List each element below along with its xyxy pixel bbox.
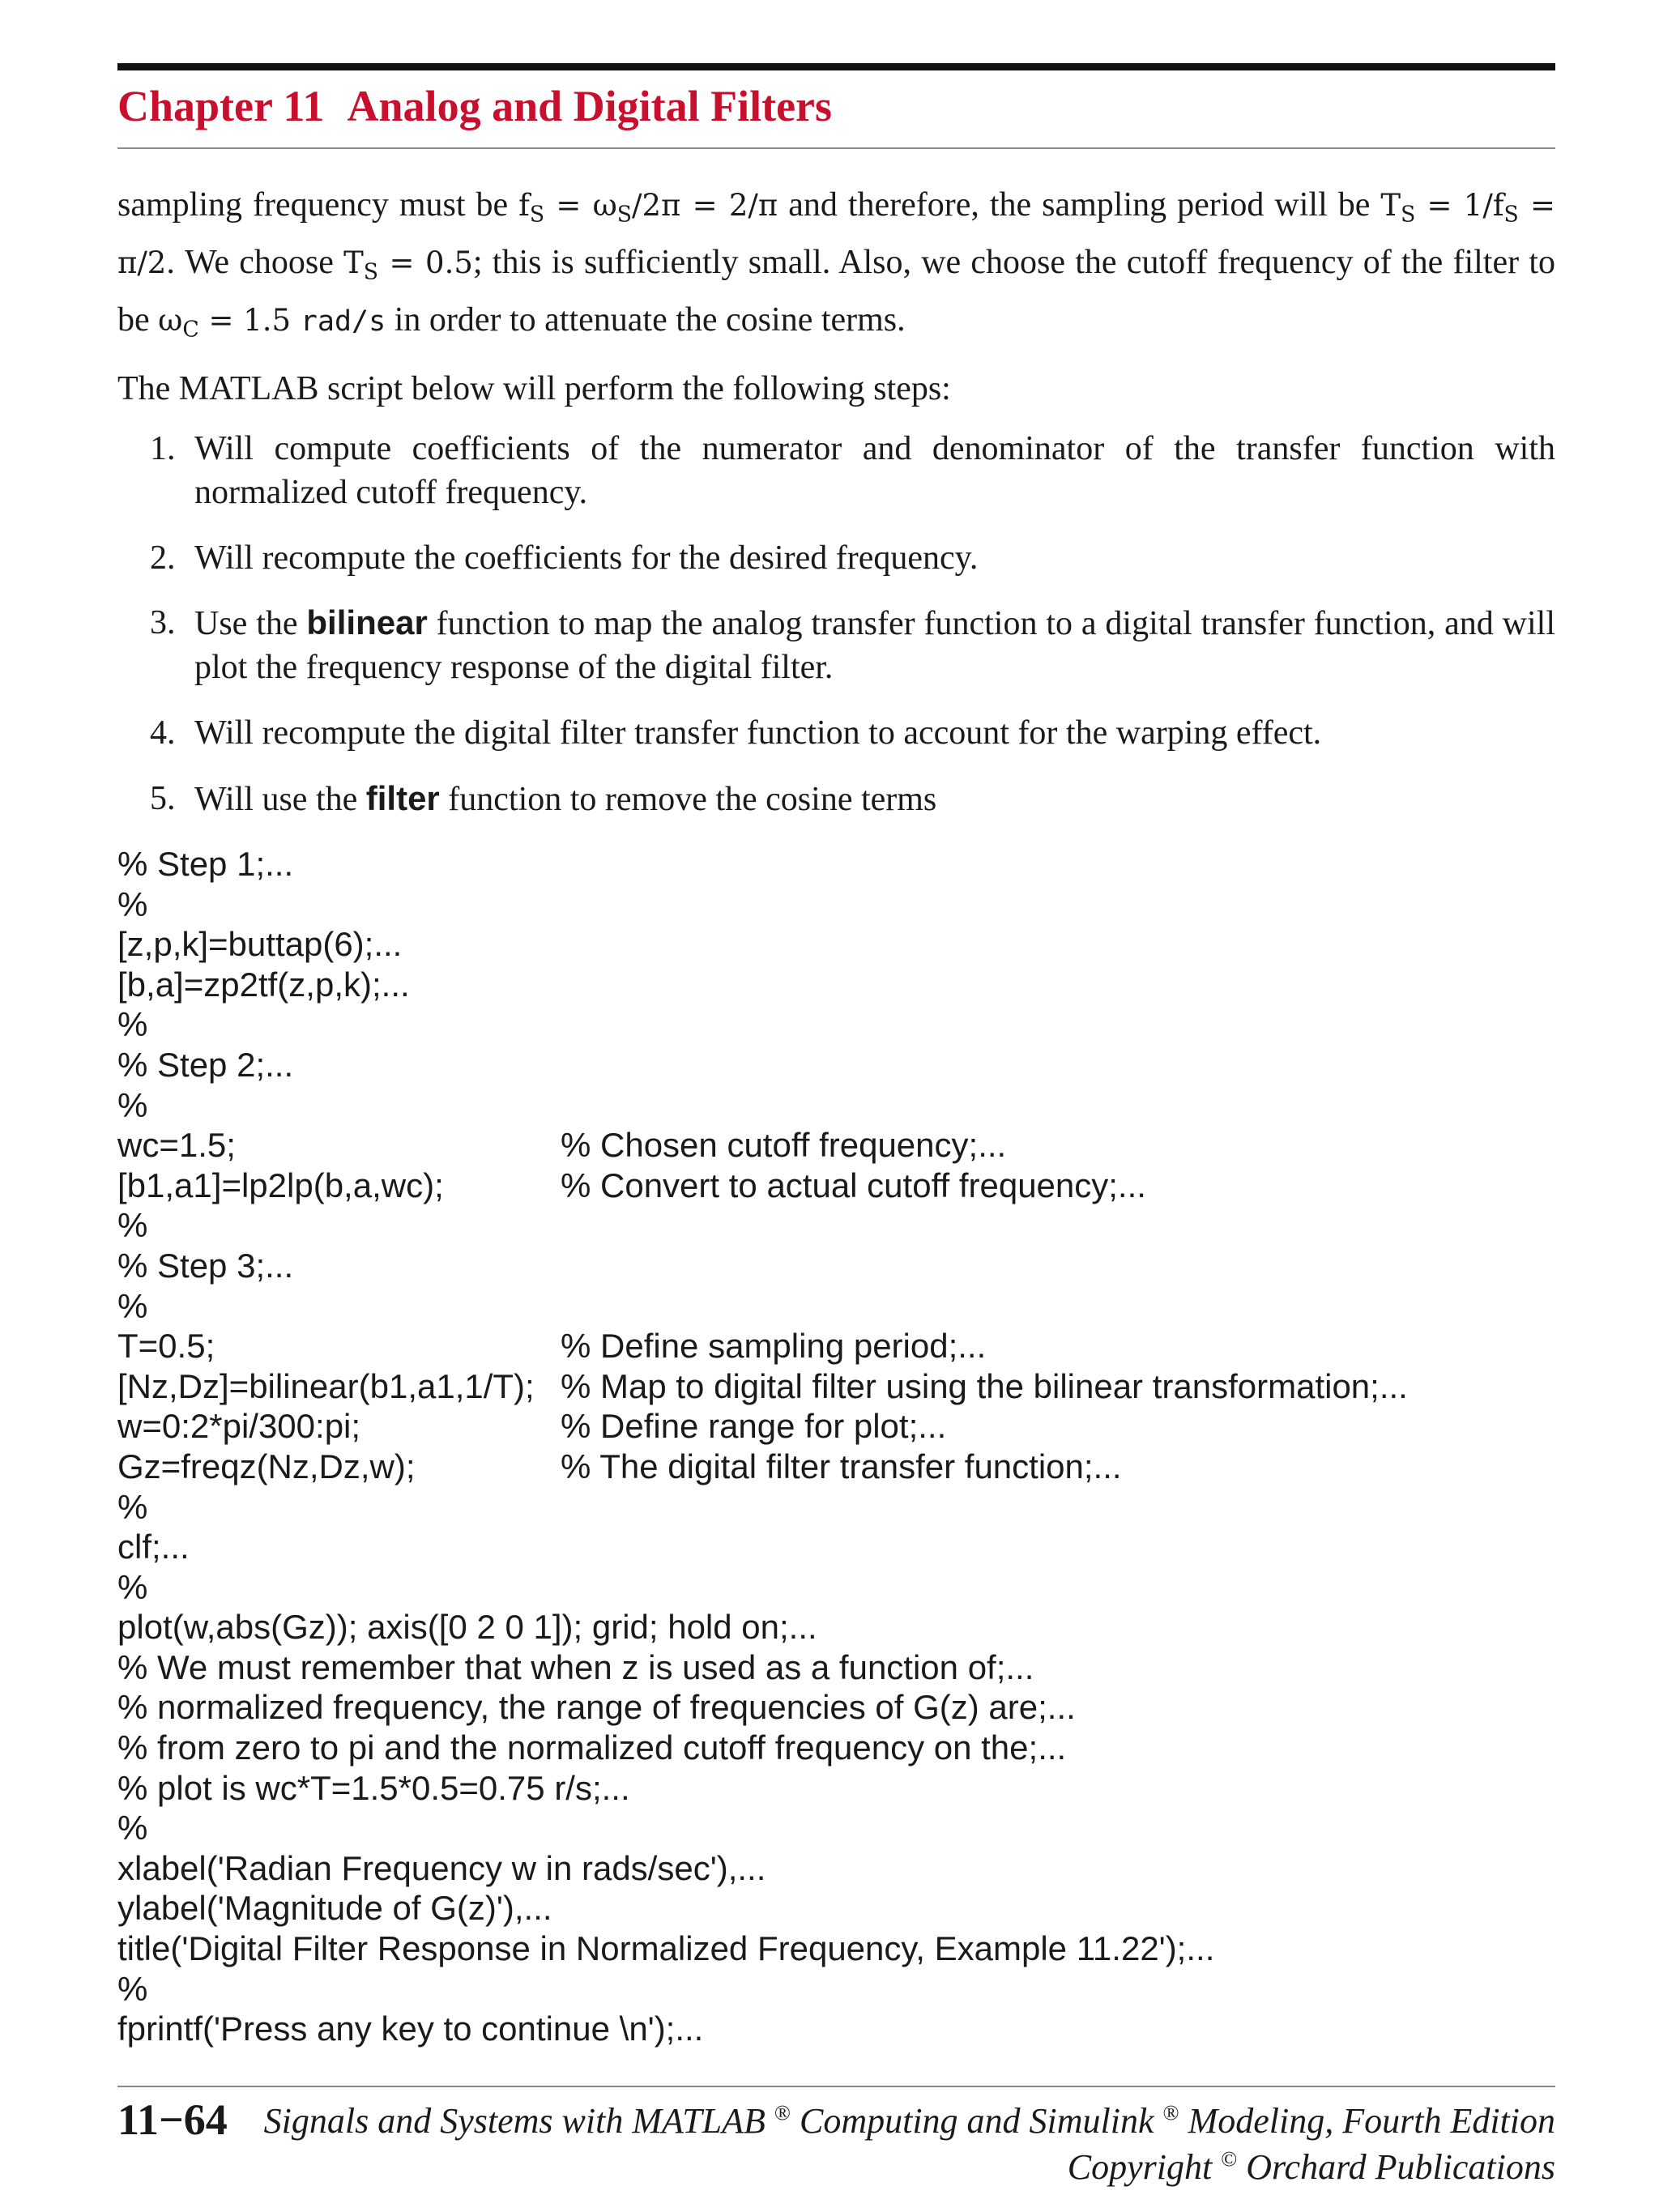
code-line — [117, 1607, 1555, 1647]
step-item-4 — [150, 711, 1555, 755]
code-line — [117, 1246, 1555, 1286]
text-run: . We choose — [166, 244, 344, 281]
code-line — [117, 1125, 1555, 1166]
chapter-label: Chapter 11 — [117, 82, 325, 130]
code-statement: % Step 3;... — [117, 1246, 294, 1285]
code-line — [117, 965, 1555, 1005]
code-comment: % The digital filter transfer function;... — [561, 1447, 1122, 1485]
code-statement: clf;... — [117, 1528, 190, 1566]
code-statement: [z,p,k]=buttap(6);... — [117, 925, 403, 964]
code-statement: w=0:2*pi/300:pi; — [117, 1407, 361, 1446]
code-line — [117, 1045, 1555, 1085]
code-statement: % — [117, 884, 148, 923]
step-item-5 — [150, 777, 1555, 821]
code-statement: fprintf('Press any key to continue \n');... — [117, 2010, 704, 2048]
code-statement: ylabel('Magnitude of G(z)'),... — [117, 1889, 552, 1928]
code-line — [117, 1487, 1555, 1528]
code-line — [117, 1286, 1555, 1327]
code-comment: % Define sampling period;... — [561, 1327, 987, 1366]
code-line — [117, 1929, 1555, 1969]
code-line — [117, 1326, 1555, 1366]
step-item-1 — [150, 427, 1555, 514]
step-text: Will use the — [194, 781, 366, 818]
code-line — [117, 1687, 1555, 1728]
step-number: 1. — [150, 430, 176, 467]
code-line — [117, 1728, 1555, 1768]
code-statement: % normalized frequency, the range of frequencies of G(z) are;... — [117, 1688, 1076, 1727]
step-number: 2. — [150, 539, 176, 577]
code-statement: wc=1.5; — [117, 1126, 236, 1165]
code-line — [117, 1366, 1555, 1407]
code-statement: % Step 2;... — [117, 1045, 294, 1084]
code-statement: % — [117, 1085, 148, 1124]
code-statement: plot(w,abs(Gz)); axis([0 2 0 1]); grid; hold on;... — [117, 1608, 817, 1647]
code-statement: % from zero to pi and the normalized cutoff frequency on the;... — [117, 1728, 1067, 1767]
code-line — [117, 924, 1555, 965]
code-comment: % Chosen cutoff frequency;... — [561, 1126, 1007, 1165]
code-line — [117, 1166, 1555, 1206]
step-number: 4. — [150, 714, 176, 752]
step-text: function to map the analog transfer function to a digital transfer function, and will plot the frequency response of the digital filter. — [194, 605, 1555, 686]
page-number: 11−64 — [117, 2095, 228, 2144]
code-statement: % — [117, 1005, 148, 1044]
code-line — [117, 1808, 1555, 1848]
footer-rule — [117, 2086, 1555, 2087]
math-wc: $\omega_C = 1.5$ rad/s — [158, 303, 386, 343]
chapter-title: Analog and Digital Filters — [347, 82, 833, 130]
step-number: 5. — [150, 780, 176, 817]
code-line — [117, 1848, 1555, 1889]
code-line — [117, 1085, 1555, 1126]
code-statement: % — [117, 1206, 148, 1245]
code-statement: % — [117, 1487, 148, 1526]
code-line — [117, 2009, 1555, 2049]
function-name-filter: filter — [365, 779, 440, 817]
body-paragraph-sampling — [117, 177, 1555, 350]
code-line — [117, 1004, 1555, 1045]
code-line — [117, 1647, 1555, 1688]
code-line — [117, 1567, 1555, 1608]
copyright-line: Copyright © Orchard Publications — [1067, 2146, 1555, 2187]
code-statement: % — [117, 1809, 148, 1848]
code-statement: T=0.5; — [117, 1327, 215, 1366]
code-statement: title('Digital Filter Response in Normalized Frequency, Example 11.22');... — [117, 1929, 1215, 1968]
code-statement: [b,a]=zp2tf(z,p,k);... — [117, 965, 410, 1004]
text-run: in order to attenuate the cosine terms. — [386, 301, 906, 339]
math-fs: $f_S = \omega_S/2\pi = 2/\pi$ — [518, 188, 778, 228]
code-line — [117, 884, 1555, 925]
matlab-code-block — [117, 844, 1555, 2049]
math-ts: $T_S = 1/f_S = \pi/2$ — [117, 188, 1556, 280]
code-line — [117, 1527, 1555, 1567]
text-run: sampling frequency must be — [117, 186, 519, 224]
code-statement: [b1,a1]=lp2lp(b,a,wc); — [117, 1166, 444, 1204]
code-statement: % — [117, 1969, 148, 2008]
step-item-3 — [150, 601, 1555, 689]
code-statement: % — [117, 1286, 148, 1325]
code-line — [117, 844, 1555, 884]
step-text: Use the — [194, 605, 307, 642]
step-text: Will recompute the coefficients for the desired frequency. — [194, 539, 979, 577]
code-statement: % — [117, 1567, 148, 1606]
code-statement: Gz=freqz(Nz,Dz,w); — [117, 1447, 416, 1485]
code-line — [117, 1205, 1555, 1246]
code-statement: % Step 1;... — [117, 845, 294, 883]
book-title: Signals and Systems with MATLAB ® Computing and Simulink ® Modeling, Fourth Edition — [263, 2100, 1555, 2141]
top-rule — [117, 63, 1555, 70]
code-comment: % Map to digital filter using the bilinear transformation;... — [561, 1366, 1408, 1405]
step-number: 3. — [150, 604, 176, 641]
code-comment: % Convert to actual cutoff frequency;... — [561, 1166, 1146, 1204]
function-name-bilinear: bilinear — [306, 603, 428, 641]
step-item-2 — [150, 536, 1555, 580]
chapter-header — [117, 81, 832, 131]
code-statement: [Nz,Dz]=bilinear(b1,a1,1/T); — [117, 1366, 535, 1405]
code-statement: % We must remember that when z is used as a function of;... — [117, 1647, 1034, 1686]
step-text: function to remove the cosine terms — [439, 781, 937, 818]
header-rule — [117, 147, 1555, 149]
code-statement: xlabel('Radian Frequency w in rads/sec'),... — [117, 1848, 766, 1887]
code-line — [117, 1969, 1555, 2010]
step-text: Will recompute the digital filter transfer function to account for the warping effect. — [194, 714, 1322, 752]
code-line — [117, 1888, 1555, 1929]
code-line — [117, 1447, 1555, 1487]
code-line — [117, 1406, 1555, 1447]
step-text: Will compute coefficients of the numerator and denominator of the transfer function with normalized cutoff frequency. — [194, 430, 1555, 511]
code-comment: % Define range for plot;... — [561, 1407, 947, 1446]
body-paragraph-intro: The MATLAB script below will perform the following steps: — [117, 370, 951, 407]
document-page — [117, 0, 1555, 2212]
text-run: ; this is sufficiently small. Also, we choose the cutoff frequency of the filter to be — [117, 244, 1555, 339]
code-statement: % plot is wc*T=1.5*0.5=0.75 r/s;... — [117, 1768, 630, 1807]
math-ts-value: $T_S = 0.5$ — [343, 245, 473, 285]
code-line — [117, 1768, 1555, 1809]
text-run: and therefore, the sampling period will be — [778, 186, 1381, 224]
